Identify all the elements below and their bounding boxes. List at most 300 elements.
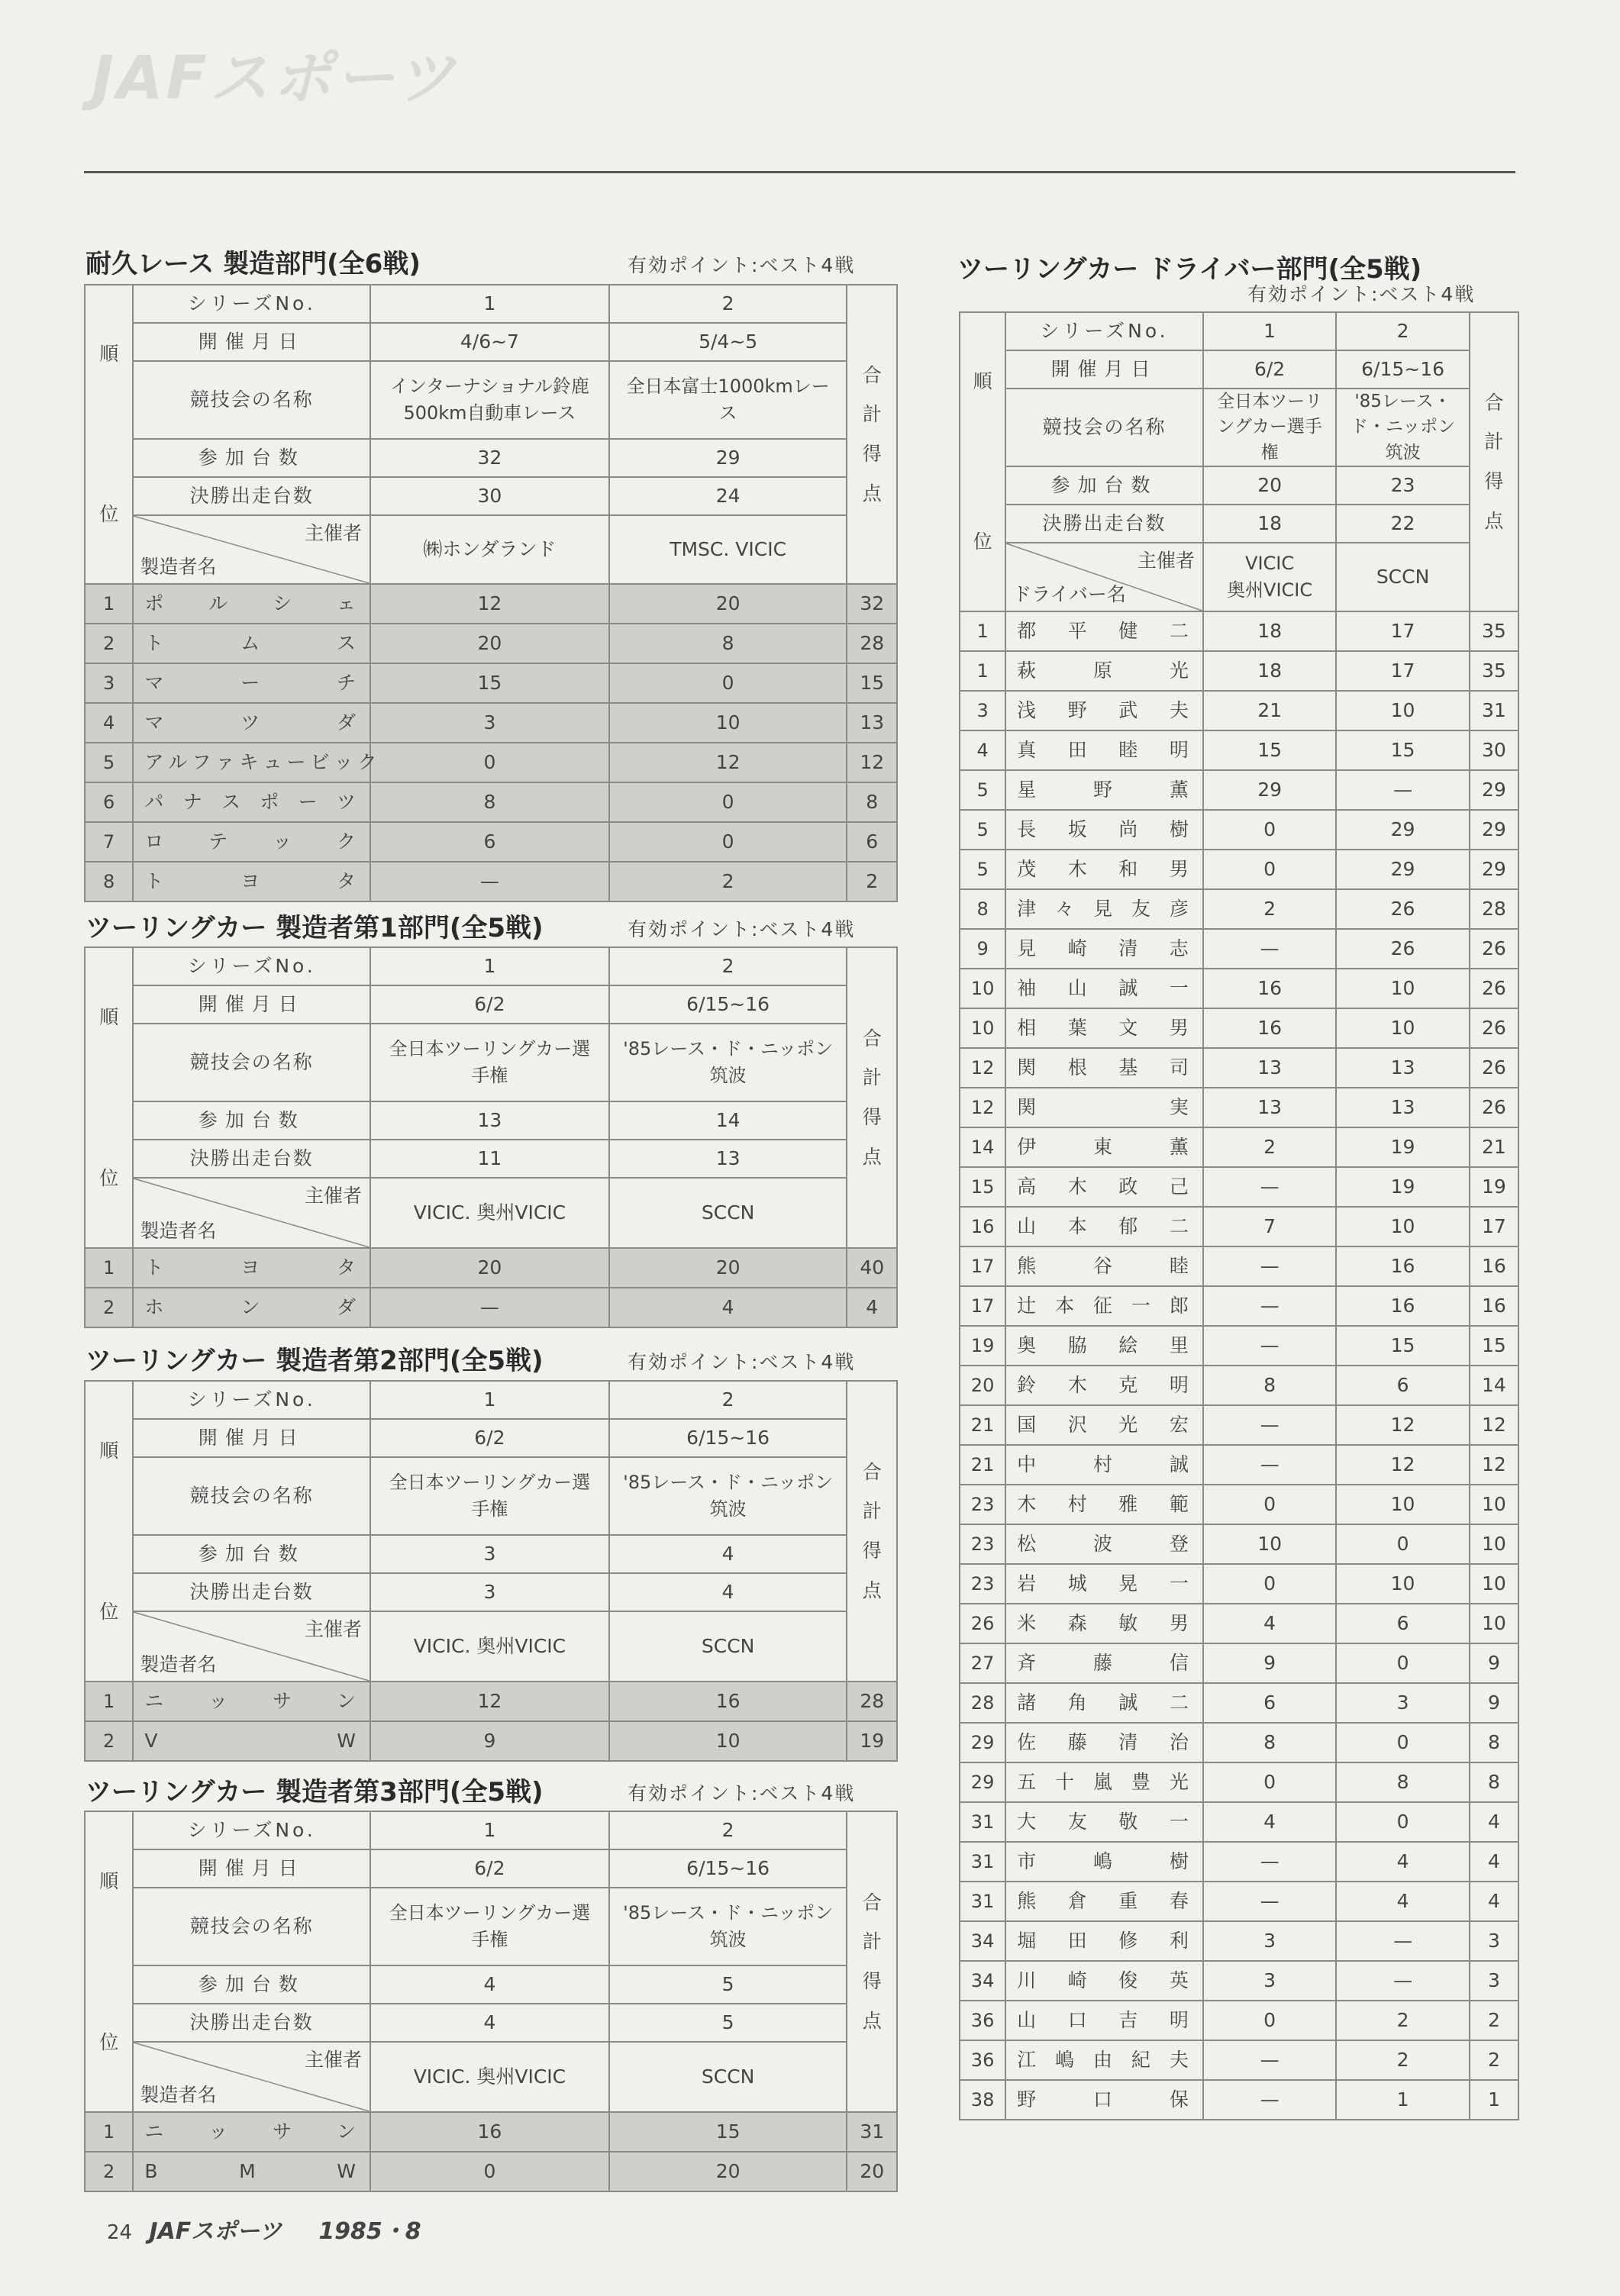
points-race-1: — [1203,1842,1336,1882]
organizer-race-2: SCCN [609,1611,847,1682]
header-row-event-name [85,1888,897,1965]
maker-name-cell [133,1682,370,1721]
standings-row [85,2152,897,2191]
diagonal-header-cell [133,1178,370,1248]
points-race-1: 13 [1203,1048,1336,1088]
rank-cell: 12 [960,1088,1005,1127]
name-char: 萩 [1017,659,1037,682]
name-spread [1017,1333,1202,1359]
points-race-2: 15 [1336,730,1469,770]
standings-row [960,770,1518,810]
total-points-cell: 35 [1470,611,1518,651]
points-race-2: 0 [609,663,847,703]
points-race-1: 3 [370,703,609,743]
points-race-1: 8 [370,782,609,822]
header-row-organizer [85,1611,897,1682]
points-race-1: 9 [370,1721,609,1761]
points-race-2: 2 [1336,2040,1469,2080]
series-no-race-1: 1 [1203,312,1336,350]
name-char: サ [273,2120,292,2143]
points-race-2: 15 [609,2112,847,2152]
maker-name-cell [133,703,370,743]
entries-count-race-1: 3 [370,1535,609,1573]
points-race-2: 26 [1336,929,1469,969]
rank-cell: 38 [960,2080,1005,2120]
name-char: ホ [144,1296,164,1319]
driver-name-cell [1005,850,1203,889]
rank-cell: 7 [85,822,133,862]
organizer-race-1: VICIC. 奥州VICIC [370,1178,609,1248]
name-char: パ [144,791,164,814]
starters-count-race-2: 24 [609,477,847,515]
rank-cell: 4 [960,730,1005,770]
name-char: 郎 [1169,1295,1189,1317]
name-char: ヨ [240,870,260,893]
points-race-2: 26 [1336,889,1469,929]
name-char: 城 [1067,1572,1087,1595]
name-char: 沢 [1067,1414,1087,1437]
name-char: 堀 [1017,1930,1037,1953]
standings-row [85,1682,897,1721]
standings-row [85,584,897,624]
starters-count-race-1: 18 [1203,505,1336,543]
name-char: 坂 [1067,818,1087,841]
driver-name-cell [1005,1048,1203,1088]
points-race-1: — [1203,1326,1336,1366]
name-spread [1017,618,1202,644]
name-char: 清 [1118,937,1138,960]
name-char: 紀 [1131,2049,1150,2072]
name-char: ダ [337,1296,357,1319]
header-row-starters-count [85,477,897,515]
page-footer [107,2212,421,2246]
series-no-label: シリーズNo. [133,285,370,323]
rank-header-char: 位 [973,530,992,553]
total-points-cell: 31 [1470,691,1518,730]
rank-header-char: 順 [99,343,119,366]
total-points-header-char: 計 [1484,430,1504,453]
rank-cell: 3 [960,691,1005,730]
name-char: ッ [208,2120,228,2143]
name-char: 平 [1067,620,1087,643]
name-char: キ [239,751,263,774]
name-char: B [144,2160,158,2183]
total-points-cell: 10 [1470,1564,1518,1604]
total-points-cell: 2 [1470,2040,1518,2080]
entries-count-label: 参加台数 [133,439,370,477]
event-name-race-2: '85レース・ド・ニッポン筑波 [609,1457,847,1535]
name-char: 嶋 [1055,2049,1075,2072]
organizer-label: 主催者 [305,522,363,544]
name-char: ポ [144,592,164,615]
name-char: ー [240,672,260,695]
points-race-2: 20 [609,584,847,624]
maker-name-cell [133,862,370,901]
standings-row [960,651,1518,691]
name-char: 山 [1017,1215,1037,1238]
name-char: 一 [1131,1295,1150,1317]
standings-row [85,862,897,901]
name-spread [1017,1650,1202,1676]
name-char: V [144,1730,158,1753]
rank-cell: 5 [960,770,1005,810]
name-char: ン [337,1690,357,1713]
entries-count-race-2: 4 [609,1535,847,1573]
rank-cell: 1 [85,584,133,624]
name-char: 一 [1169,1572,1189,1595]
points-race-1: 21 [1203,691,1336,730]
total-points-header-char: 合 [862,1027,882,1050]
total-points-header-char: 計 [862,1930,882,1953]
name-char: 克 [1118,1374,1138,1397]
name-char: ュ [263,751,287,774]
standings-row [960,1366,1518,1405]
organizer-race-1: VICIC. 奥州VICIC [370,2042,609,2112]
total-points-cell: 17 [1470,1207,1518,1246]
name-char: 関 [1017,1056,1037,1079]
points-race-2: 4 [1336,1842,1469,1882]
rank-cell: 27 [960,1643,1005,1683]
race-date-race-1: 6/2 [370,1419,609,1457]
rank-cell: 1 [85,1682,133,1721]
starters-count-label: 決勝出走台数 [133,477,370,515]
rank-cell: 19 [960,1326,1005,1366]
points-race-1: — [1203,1882,1336,1921]
event-name-race-1: 全日本ツーリングカー選手権 [370,1888,609,1965]
name-char: 原 [1093,659,1113,682]
name-char: 光 [1169,1771,1189,1794]
event-name-race-1: 全日本ツーリングカー選手権 [1203,389,1336,466]
name-char: 基 [1118,1056,1138,1079]
entries-count-label: 参加台数 [133,1965,370,2004]
standings-row [960,1207,1518,1246]
points-race-1: 7 [1203,1207,1336,1246]
total-points-cell: 12 [1470,1405,1518,1445]
name-char: 木 [1067,858,1087,881]
rank-header-char: 順 [973,370,992,393]
maker-name-cell [133,782,370,822]
rank-header [85,1811,133,2112]
rank-header [85,947,133,1248]
header-row-organizer [960,543,1518,611]
total-points-header-char: 計 [862,1500,882,1523]
name-char: 明 [1169,2009,1189,2032]
name-char: 征 [1093,1295,1113,1317]
name-char: 藤 [1093,1652,1113,1675]
total-points-header-char: 合 [862,363,882,386]
entries-count-race-2: 29 [609,439,847,477]
standings-table [84,946,898,1328]
starters-count-label: 決勝出走台数 [133,1140,370,1178]
name-char: 二 [1169,620,1189,643]
name-char: ッ [208,1690,228,1713]
points-race-2: 0 [1336,1524,1469,1564]
points-race-1: 20 [370,1248,609,1288]
race-date-race-2: 6/15~16 [609,1419,847,1457]
name-char: 村 [1067,1493,1087,1516]
rank-cell: 12 [960,1048,1005,1088]
standings-row [960,1643,1518,1683]
rank-cell: 14 [960,1127,1005,1167]
series-no-label: シリーズNo. [1005,312,1203,350]
name-spread [144,829,370,855]
maker-name-cell [133,624,370,663]
standings-row [85,743,897,782]
rank-header-char: 位 [99,1600,119,1623]
name-spread [1017,1968,1202,1994]
points-race-1: 13 [1203,1088,1336,1127]
standings-row [85,1721,897,1761]
name-char: 敏 [1118,1612,1138,1635]
name-char: 谷 [1093,1255,1113,1278]
driver-name-cell [1005,1802,1203,1842]
name-char: 東 [1093,1136,1113,1159]
driver-name-cell [1005,611,1203,651]
name-char: 角 [1067,1691,1087,1714]
total-points-header-char: 計 [862,1066,882,1089]
standings-row [85,624,897,663]
points-race-1: — [1203,1405,1336,1445]
total-points-cell: 26 [1470,1008,1518,1048]
standings-row [960,1802,1518,1842]
total-points-cell: 32 [847,584,897,624]
points-race-2: 0 [1336,1802,1469,1842]
name-char: 薫 [1169,779,1189,801]
header-row-event-name [85,1024,897,1101]
series-no-race-2: 2 [609,1381,847,1419]
name-char: 脇 [1067,1334,1087,1357]
name-char: ル [168,751,192,774]
race-date-label: 開催月日 [1005,350,1203,389]
points-race-1: — [1203,1246,1336,1286]
total-points-cell: 35 [1470,651,1518,691]
points-race-1: 0 [370,2152,609,2191]
name-char: 郁 [1118,1215,1138,1238]
points-race-1: 0 [1203,1762,1336,1802]
series-no-label: シリーズNo. [133,947,370,985]
points-race-2: 15 [1336,1326,1469,1366]
header-row-starters-count [960,505,1518,543]
total-points-cell: 30 [1470,730,1518,770]
standings-row [85,1288,897,1327]
rank-cell: 31 [960,1802,1005,1842]
rank-cell: 34 [960,1921,1005,1961]
name-char: 敬 [1118,1811,1138,1833]
name-spread [1017,1134,1202,1160]
starters-count-label: 決勝出走台数 [1005,505,1203,543]
name-char: フ [192,751,216,774]
header-row-organizer [85,1178,897,1248]
series-no-race-2: 2 [609,285,847,323]
points-race-2: 8 [1336,1762,1469,1802]
total-points-header [847,947,897,1248]
rank-cell: 2 [85,624,133,663]
name-char: 春 [1169,1890,1189,1913]
name-char: 政 [1118,1175,1138,1198]
points-race-2: 29 [1336,850,1469,889]
total-points-cell: 12 [847,743,897,782]
driver-name-cell [1005,1127,1203,1167]
maker-name-cell [133,1248,370,1288]
name-char: 明 [1169,739,1189,762]
name-char: 野 [1093,779,1113,801]
rank-cell: 5 [85,743,133,782]
total-points-cell: 1 [1470,2080,1518,2120]
name-char: マ [144,672,164,695]
series-no-race-2: 2 [609,947,847,985]
name-char: 伊 [1017,1136,1037,1159]
name-char: 々 [1055,898,1075,921]
points-race-2: 0 [609,782,847,822]
name-char: 相 [1017,1017,1037,1040]
diagonal-header-cell [133,515,370,584]
name-char: 清 [1118,1731,1138,1754]
section-title: ツーリングカー 製造者第3部門(全5戦) [86,1777,544,1807]
driver-name-cell [1005,1564,1203,1604]
race-date-race-1: 6/2 [1203,350,1336,389]
name-spread [1017,1611,1202,1637]
name-char: ニ [144,2120,164,2143]
name-char: 松 [1017,1533,1037,1556]
points-race-1: 4 [1203,1604,1336,1643]
rank-header [960,312,1005,611]
header-row-organizer [85,515,897,584]
rank-header-char: 位 [99,2030,119,2053]
name-char: 木 [1067,1374,1087,1397]
rank-cell: 36 [960,2040,1005,2080]
name-char: 誠 [1118,977,1138,1000]
name-char: 利 [1169,1930,1189,1953]
total-points-cell: 13 [847,703,897,743]
name-spread [1017,1174,1202,1200]
section-title: ツーリングカー ドライバー部門(全5戦) [957,254,1422,285]
name-spread [1017,1769,1202,1795]
name-char: 佐 [1017,1731,1037,1754]
standings-table [84,1380,898,1762]
name-char: 修 [1118,1930,1138,1953]
rank-cell: 31 [960,1842,1005,1882]
points-race-1: — [1203,1286,1336,1326]
points-race-1: 15 [370,663,609,703]
entrant-label: 製造者名 [140,556,217,579]
points-race-1: 9 [1203,1643,1336,1683]
name-spread [1017,1095,1202,1121]
rank-cell: 34 [960,1961,1005,2001]
points-race-1: 12 [370,1682,609,1721]
points-race-2: 10 [1336,969,1469,1008]
name-spread [1017,1531,1202,1557]
name-spread [1017,2087,1202,2113]
name-char: ル [208,592,228,615]
points-race-1: 6 [1203,1683,1336,1723]
entries-count-race-1: 4 [370,1965,609,2004]
organizer-race-1: ㈱ホンダランド [370,515,609,584]
header-row-starters-count [85,1140,897,1178]
standings-row [960,810,1518,850]
name-char: 薫 [1169,1136,1189,1159]
points-race-1: 16 [1203,969,1336,1008]
points-race-1: 0 [1203,850,1336,889]
name-char: 川 [1017,1969,1037,1992]
points-race-2: — [1336,770,1469,810]
name-spread [144,2119,370,2145]
standings-row [960,850,1518,889]
rank-cell: 23 [960,1485,1005,1524]
name-char: 山 [1017,2009,1037,2032]
event-name-race-1: インターナショナル鈴鹿500km自動車レース [370,361,609,439]
name-char: 尚 [1118,818,1138,841]
entries-count-race-2: 23 [1336,466,1469,505]
points-race-2: 8 [609,624,847,663]
total-points-header-char: 得 [862,1970,882,1992]
total-points-header-char: 点 [862,1145,882,1168]
starters-count-race-1: 30 [370,477,609,515]
name-char: ヨ [240,1256,260,1279]
name-spread [1017,1730,1202,1756]
name-char: 樹 [1169,818,1189,841]
total-points-header-char: 得 [862,1540,882,1562]
name-char: ク [337,830,357,853]
name-char: 米 [1017,1612,1037,1635]
rank-cell: 28 [960,1683,1005,1723]
total-points-header-char: 点 [862,482,882,505]
race-date-race-2: 5/4~5 [609,323,847,361]
name-spread [144,710,370,736]
points-race-2: 20 [609,1248,847,1288]
total-points-cell: 20 [847,2152,897,2191]
standings-row [85,1248,897,1288]
standings-row [960,1088,1518,1127]
rank-cell: 29 [960,1762,1005,1802]
standings-row [960,1723,1518,1762]
name-char: ム [240,632,260,655]
driver-name-cell [1005,730,1203,770]
total-points-cell: 29 [1470,810,1518,850]
points-race-2: 10 [1336,691,1469,730]
total-points-cell: 26 [1470,1088,1518,1127]
rank-cell: 10 [960,969,1005,1008]
points-race-2: — [1336,1961,1469,2001]
race-date-race-1: 4/6~7 [370,323,609,361]
points-race-1: 12 [370,584,609,624]
name-spread [1017,1412,1202,1438]
name-char: 崎 [1067,937,1087,960]
total-points-cell: 15 [1470,1326,1518,1366]
rank-header-char: 順 [99,1005,119,1028]
name-spread [144,1728,370,1754]
total-points-header-char: 得 [1484,470,1504,493]
name-char: 英 [1169,1969,1189,1992]
rank-cell: 15 [960,1167,1005,1207]
total-points-cell: 16 [1470,1246,1518,1286]
standings-row [960,1326,1518,1366]
rank-cell: 8 [85,862,133,901]
name-char: 山 [1067,977,1087,1000]
driver-name-cell [1005,1842,1203,1882]
name-char: 吉 [1118,2009,1138,2032]
points-race-1: 20 [370,624,609,663]
rank-cell: 23 [960,1564,1005,1604]
name-char: 俊 [1118,1969,1138,1992]
driver-name-cell [1005,770,1203,810]
name-spread [144,630,370,656]
name-spread [1017,856,1202,882]
entries-count-label: 参加台数 [1005,466,1203,505]
name-char: 倉 [1067,1890,1087,1913]
header-row-starters-count [85,1573,897,1611]
organizer-race-2: SCCN [1336,543,1469,611]
header-ghost-logo: JAFスポーツ [92,44,458,113]
